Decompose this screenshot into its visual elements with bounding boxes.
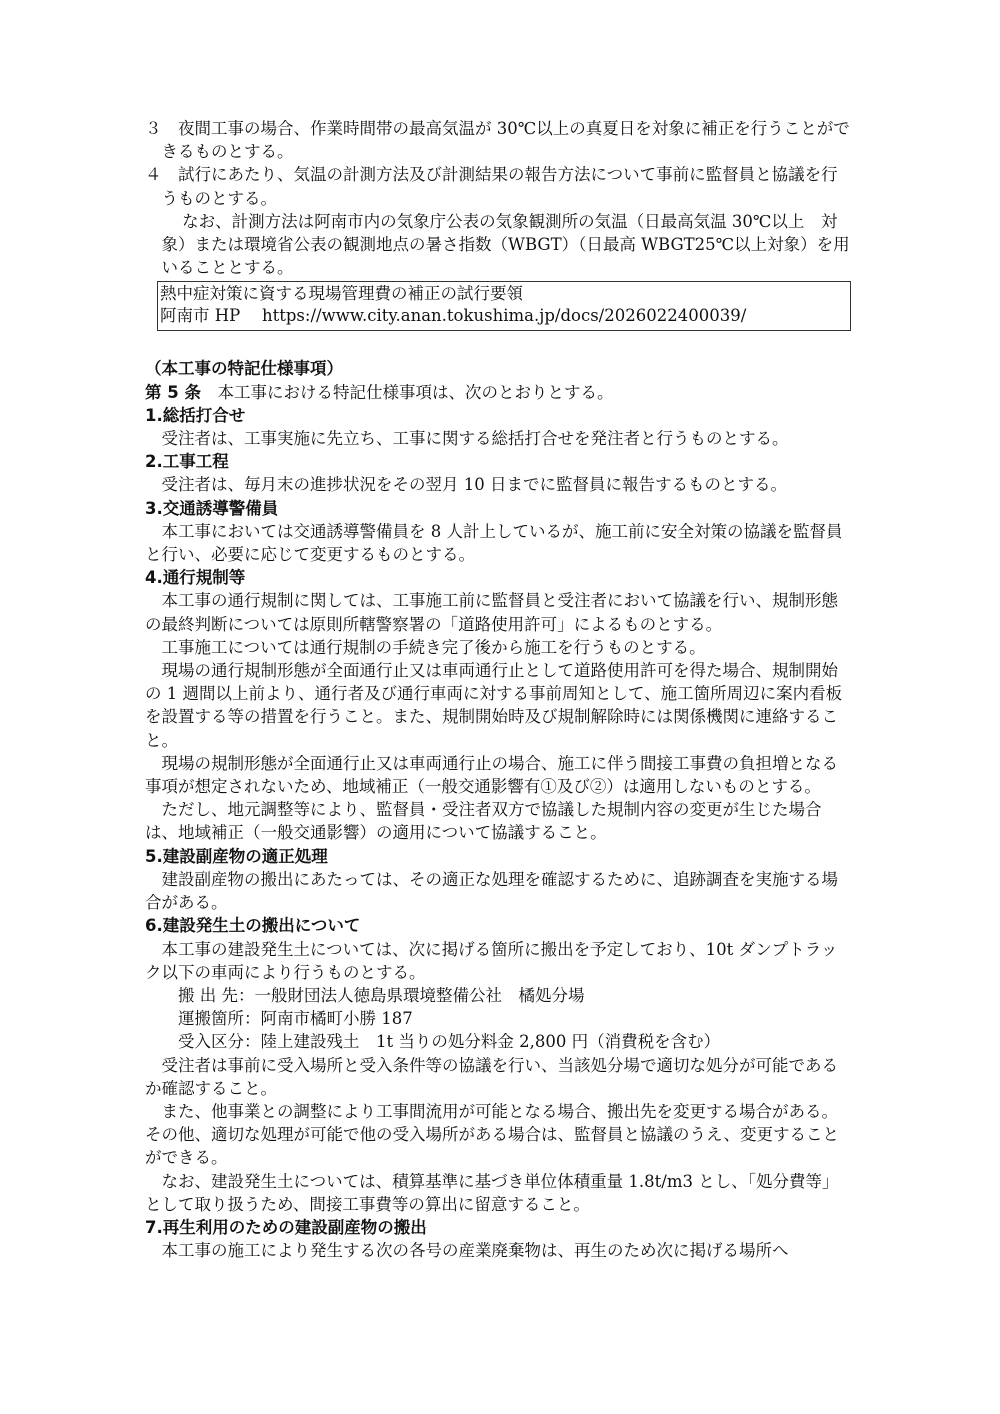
paragraph: 本工事の施工により発生する次の各号の産業廃棄物は、再生のため次に掲げる場所へ — [161, 1241, 789, 1261]
article-5 — [145, 381, 850, 404]
document-page — [145, 117, 850, 1262]
paragraph: ただし、地元調整等により、監督員・受注者双方で協議した規制内容の変更が生じた場合は、地域補正（一般交通影響）の適用について協議すること。 — [145, 800, 822, 843]
reference-box — [157, 281, 851, 331]
list-item: 運搬箇所：阿南市橘町小勝 187 — [178, 1009, 413, 1029]
section-heading-2: 2.工事工程 — [145, 452, 229, 472]
item-4: ４ 試行にあたり、気温の計測方法及び計測結果の報告方法について事前に監督員と協議を行うものとする。 — [145, 165, 838, 208]
section-heading-1: 1.総括打合せ — [145, 405, 246, 425]
section-heading-3: 3.交通誘導警備員 — [145, 498, 279, 518]
paragraph: 本工事の建設発生土については、次に掲げる箇所に搬出を予定しており、10t ダンプトラック以下の車両により行うものとする。 — [145, 939, 838, 982]
reference-url: 阿南市 HP https://www.city.anan.tokushima.jp/docs/2026022400039/ — [160, 306, 747, 326]
article-text: 本工事における特記仕様事項は、次のとおりとする。 — [200, 382, 614, 402]
reference-title: 熱中症対策に資する現場管理費の補正の試行要領 — [160, 284, 523, 304]
item-3: ３ 夜間工事の場合、作業時間帯の最高気温が 30℃以上の真夏日を対象に補正を行うことができるものとする。 — [145, 119, 850, 162]
paragraph: なお、建設発生土については、積算基準に基づき単位体積重量 1.8t/m3 とし、「処分費等」として取り扱うため、間接工事費等の算出に留意すること。 — [145, 1171, 839, 1214]
section-caption: （本工事の特記仕様事項） — [145, 359, 343, 379]
paragraph: 受注者は事前に受入場所と受入条件等の協議を行い、当該処分場で適切な処分が可能であるか確認すること。 — [145, 1055, 838, 1098]
section-heading-5: 5.建設副産物の適正処理 — [145, 846, 328, 866]
paragraph: 現場の通行規制形態が全面通行止又は車両通行止として道路使用許可を得た場合、規制開始の 1 週間以上前より、通行者及び通行車両に対する事前周知として、施工箇所周辺に案内看板を設置する等の措置を行うこと。また、規制開始時及び規制解除時には関係機関に連絡すること。 — [145, 661, 843, 750]
list-item: 受入区分：陸上建設残土 1t 当りの処分料金 2,800 円（消費税を含む） — [178, 1032, 721, 1052]
section-heading-7: 7.再生利用のための建設副産物の搬出 — [145, 1217, 427, 1237]
paragraph: 本工事の通行規制に関しては、工事施工前に監督員と受注者において協議を行い、規制形態の最終判断については原則所轄警察署の「道路使用許可」によるものとする。 — [145, 591, 838, 634]
section-heading-4: 4.通行規制等 — [145, 568, 246, 588]
paragraph: 工事施工については通行規制の手続き完了後から施工を行うものとする。 — [161, 637, 706, 657]
section-heading-6: 6.建設発生土の搬出について — [145, 916, 361, 936]
paragraph: また、他事業との調整により工事間流用が可能となる場合、搬出先を変更する場合がある。その他、適切な処理が可能で他の受入場所がある場合は、監督員と協議のうえ、変更することができる。 — [145, 1101, 839, 1168]
list-item: 搬 出 先：一般財団法人徳島県環境整備公社 橘処分場 — [178, 985, 585, 1005]
paragraph: 受注者は、毎月末の進捗状況をその翌月 10 日までに監督員に報告するものとする。 — [161, 475, 787, 495]
item-4-note: なお、計測方法は阿南市内の気象庁公表の気象観測所の気温（日最高気温 30℃以上 対象）または環境省公表の観測地点の暑さ指数（WBGT）（日最高 WBGT25℃以上対象）を用いることとする。 — [161, 211, 850, 278]
paragraph: 現場の規制形態が全面通行止又は車両通行止の場合、施工に伴う間接工事費の負担増となる事項が想定されないため、地域補正（一般交通影響有①及び②）は適用しないものとする。 — [145, 753, 838, 797]
disposal-site-list — [145, 984, 850, 1054]
paragraph: 受注者は、工事実施に先立ち、工事に関する総括打合せを発注者と行うものとする。 — [161, 429, 789, 449]
paragraph: 本工事においては交通誘導警備員を 8 人計上しているが、施工前に安全対策の協議を監督員と行い、必要に応じて変更するものとする。 — [145, 521, 843, 565]
paragraph: 建設副産物の搬出にあたっては、その適正な処理を確認するために、追跡調査を実施する場合がある。 — [145, 869, 838, 913]
article-label: 第 5 条 — [145, 382, 201, 402]
